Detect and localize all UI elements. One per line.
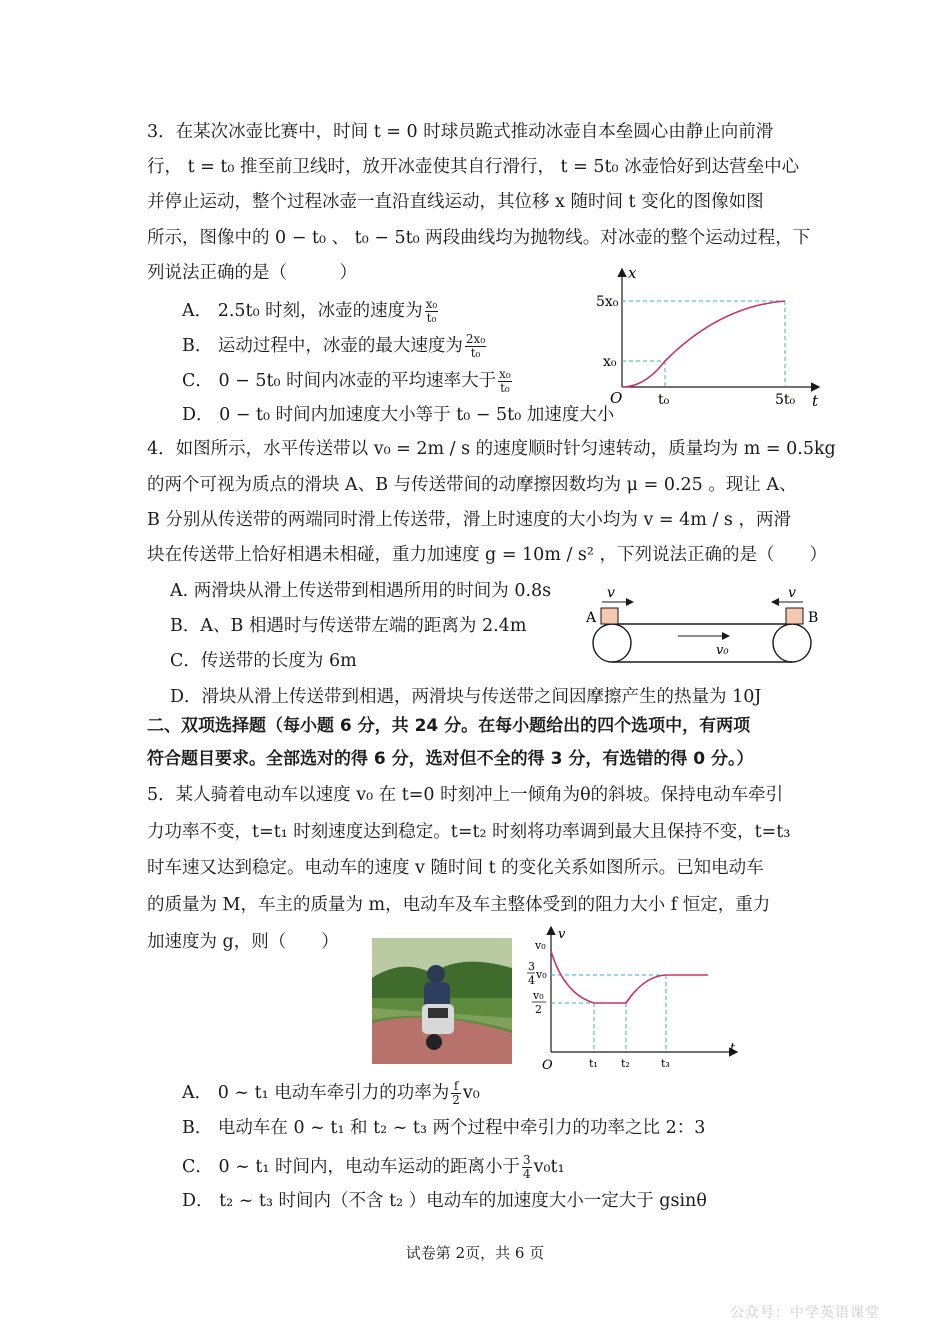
section-2-line-2: 符合题目要求。全部选对的得 6 分，选对但不全的得 3 分，有选错的得 0 分。）	[147, 749, 754, 769]
label-b: B	[808, 610, 819, 626]
section-2-line-1: 二、双项选择题（每小题 6 分，共 24 分。在每小题给出的四个选项中，有两项	[147, 716, 751, 736]
q5-3-4-v0: v₀	[536, 968, 547, 981]
q5-option-a-text: A． 0 ~ t₁ 电动车牵引力的功率为	[182, 1083, 450, 1103]
q4-option-a[interactable]: A. 两滑块从滑上传送带到相遇所用的时间为 0.8s	[170, 581, 552, 601]
v-right-label: v	[788, 585, 796, 601]
q3-option-a[interactable]	[182, 298, 440, 325]
right-pulley	[773, 624, 811, 662]
q5-option-d[interactable]: D． t₂ ~ t₃ 时间内（不含 t₂ ）电动车的加速度大小一定大于 gsinθ	[182, 1191, 707, 1211]
q3-line-2: 行， t = t₀ 推至前卫线时，放开冰壶使其自行滑行， t = 5t₀ 冰壶恰好到达营垒中心	[147, 157, 800, 177]
scooter-rider-photo	[372, 938, 512, 1064]
q5-c-num: 3	[523, 1153, 531, 1167]
q5-option-c-text: C． 0 ~ t₁ 时间内，电动车运动的距离小于	[182, 1157, 520, 1177]
q3-option-b-fraction	[465, 333, 486, 360]
q5-line-2: 力功率不变，t=t₁ 时刻速度达到稳定。t=t₂ 时刻将功率调到最大且保持不变，t=t₃	[147, 822, 791, 842]
q3-t-label: t	[812, 392, 819, 410]
q3-line-5: 列说法正确的是（ ）	[147, 263, 357, 283]
q5-vt-graph	[524, 924, 744, 1074]
q3-xt-graph	[596, 262, 830, 412]
q5-3-4-num: 3	[528, 960, 535, 973]
q5-t1-label: t₁	[589, 1057, 598, 1070]
q4-line-4: 块在传送带上恰好相遇未相碰，重力加速度 g = 10m / s² ，下列说法正确的是（ ）	[147, 545, 827, 565]
q3-option-c-fraction	[498, 368, 512, 395]
page-footer: 试卷第 2页，共 6 页	[405, 1244, 545, 1262]
q3-b-den: t₀	[470, 346, 481, 360]
q5-t2-label: t₂	[621, 1057, 630, 1070]
q3-t0-label: t₀	[658, 392, 670, 408]
q4-option-b[interactable]: B．A、B 相遇时与传送带左端的距离为 2.4m	[170, 616, 527, 636]
q3-5t0-label: 5t₀	[775, 392, 796, 408]
q5-c-den: 4	[523, 1167, 531, 1181]
q3-a-num: x₀	[425, 297, 438, 311]
q3-c-den: t₀	[500, 381, 510, 395]
q3-line-3: 并停止运动，整个过程冰壶一直沿直线运动，其位移 x 随时间 t 变化的图像如图	[147, 192, 764, 212]
q5-half-den: 2	[535, 1003, 542, 1016]
q4-line-3: B 分别从传送带的两端同时滑上传送带，滑上时速度的大小均为 v = 4m / s ，两滑	[147, 510, 791, 530]
q3-line-1: 3．在某次冰壶比赛中，时间 t = 0 时球员跪式推动冰壶自本垒圆心由静止向前滑	[147, 122, 774, 142]
q3-a-den: t₀	[426, 311, 437, 325]
q5-option-b[interactable]: B． 电动车在 0 ~ t₁ 和 t₂ ~ t₃ 两个过程中牵引力的功率之比 2：3	[182, 1118, 706, 1138]
q5-line-5: 加速度为 g，则（ ）	[147, 932, 339, 952]
q5-a-den: 2	[452, 1093, 460, 1107]
watermark: 公众号：中学英语课堂	[730, 1305, 880, 1321]
q5-3-4-den: 4	[528, 974, 535, 987]
q5-t3-label: t₃	[661, 1057, 670, 1070]
q5-line-4: 的质量为 M，车主的质量为 m，电动车及车主整体受到的阻力大小 f 恒定，重力	[147, 895, 771, 915]
q4-conveyor-diagram	[580, 580, 825, 670]
q5-option-c-fraction	[522, 1154, 532, 1181]
q3-x-label: x	[628, 264, 637, 282]
q5-v-label: v	[558, 927, 566, 942]
q5-origin: O	[542, 1058, 553, 1073]
q5-t-label: t	[730, 1041, 736, 1056]
q5-option-a[interactable]	[182, 1080, 480, 1107]
v-left-label: v	[607, 585, 615, 601]
q3-option-a-fraction	[425, 298, 439, 325]
q5-v0-label: v₀	[535, 939, 546, 952]
q3-origin: O	[610, 389, 623, 407]
q4-option-d[interactable]: D．滑块从滑上传送带到相遇，两滑块与传送带之间因摩擦产生的热量为 10J	[170, 687, 762, 707]
q5-option-a-fraction	[451, 1080, 461, 1107]
q5-option-c[interactable]	[182, 1154, 565, 1181]
q4-line-2: 的两个可视为质点的滑块 A、B 与传送带间的动摩擦因数均为 μ = 0.25 。现让 A、	[147, 475, 797, 495]
q3-option-c[interactable]	[182, 368, 514, 395]
q5-line-1: 5．某人骑着电动车以速度 v₀ 在 t=0 时刻冲上一倾角为θ的斜坡。保持电动车牵引	[147, 785, 784, 805]
v0-label: v₀	[716, 643, 729, 658]
q3-option-b-text: B． 运动过程中，冰壶的最大速度为	[182, 336, 463, 356]
q4-line-1: 4．如图所示，水平传送带以 v₀ = 2m / s 的速度顺时针匀速转动，质量均为 m = 0.5kg	[147, 439, 836, 459]
q3-x0-label: x₀	[603, 354, 617, 370]
label-a: A	[586, 610, 597, 626]
q3-5x0-label: 5x₀	[596, 294, 619, 310]
q3-option-d[interactable]: D． 0 − t₀ 时间内加速度大小等于 t₀ − 5t₀ 加速度大小	[182, 405, 615, 425]
block-a	[601, 608, 618, 624]
q3-option-b[interactable]	[182, 333, 488, 360]
q5-line-3: 时车速又达到稳定。电动车的速度 v 随时间 t 的变化关系如图所示。已知电动车	[147, 858, 764, 878]
q4-option-c[interactable]: C．传送带的长度为 6m	[170, 651, 357, 671]
block-b	[786, 608, 803, 624]
q5-half-num: v₀	[533, 989, 544, 1002]
q5-option-a-v0: v₀	[462, 1083, 480, 1103]
q3-option-c-text: C． 0 − 5t₀ 时间内冰壶的平均速率大于	[182, 371, 497, 391]
q3-option-a-text: A． 2.5t₀ 时刻，冰壶的速度为	[182, 301, 423, 321]
q3-line-4: 所示，图像中的 0 − t₀ 、 t₀ − 5t₀ 两段曲线均为抛物线。对冰壶的整个运动过程，下	[147, 228, 811, 248]
q3-c-num: x₀	[499, 367, 511, 381]
q5-option-c-v0t1: v₀t₁	[533, 1157, 565, 1177]
q5-curve	[551, 951, 708, 1003]
q3-b-num: 2x₀	[465, 332, 486, 346]
left-pulley	[593, 624, 631, 662]
q5-a-num: f	[451, 1080, 461, 1094]
q3-curve	[622, 301, 785, 387]
